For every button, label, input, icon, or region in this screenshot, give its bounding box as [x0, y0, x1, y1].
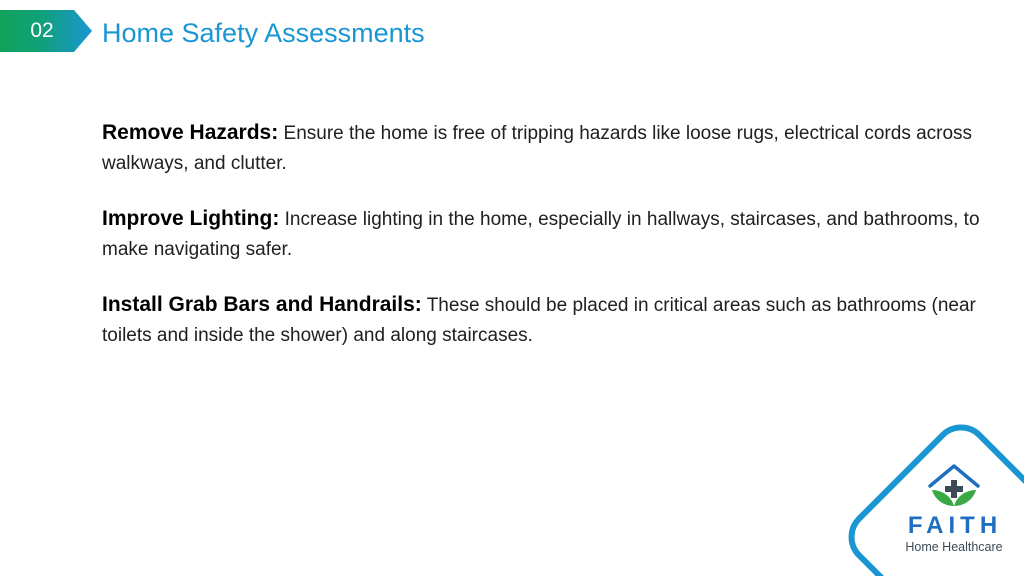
point-term: Install Grab Bars and Handrails:	[102, 293, 422, 316]
point-grab-bars	[102, 290, 997, 351]
point-text: These should be placed in critical areas such as bathrooms (near toilets and inside the shower) and along staircases.	[102, 295, 976, 346]
point-remove-hazards	[102, 118, 997, 179]
slide-title: Home Safety Assessments	[102, 18, 425, 48]
slide-number: 02	[30, 19, 54, 42]
point-improve-lighting	[102, 204, 997, 265]
point-term: Improve Lighting:	[102, 207, 280, 230]
faith-home-healthcare-logo	[836, 412, 1024, 576]
point-text: Increase lighting in the home, especially in hallways, staircases, and bathrooms, to make navigating safer.	[102, 209, 980, 260]
point-term: Remove Hazards:	[102, 121, 279, 144]
logo-tagline: Home Healthcare	[905, 540, 1003, 554]
logo-name: FAITH	[907, 512, 1003, 539]
point-text: Ensure the home is free of tripping hazards like loose rugs, electrical cords across walkways, and clutter.	[102, 123, 973, 174]
slide-number-badge	[0, 10, 92, 52]
bullet-points	[102, 118, 997, 376]
